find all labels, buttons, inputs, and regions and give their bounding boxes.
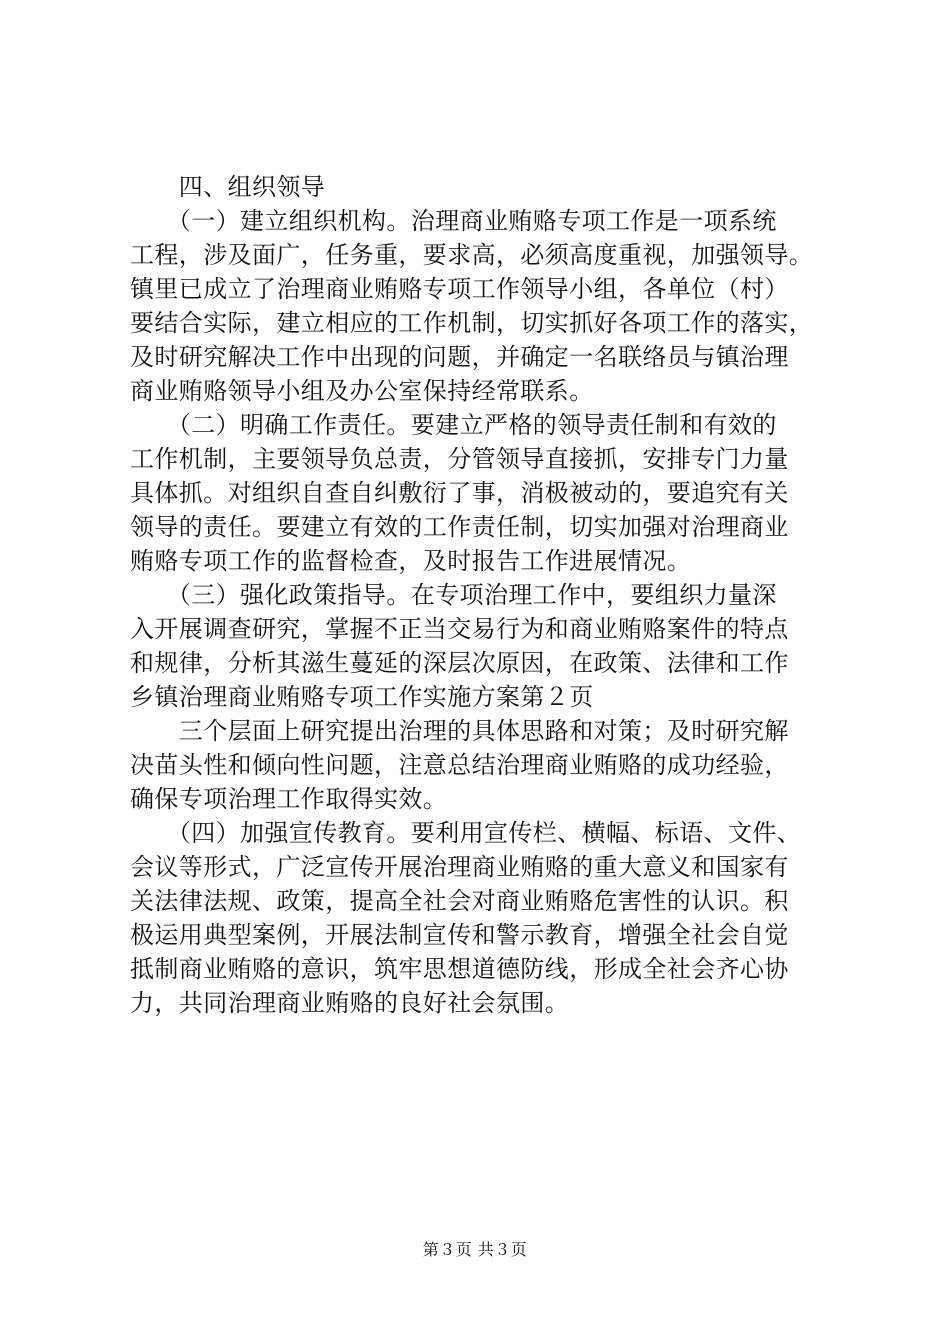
paragraph-line: 关法律法规、政策，提高全社会对商业贿赂危害性的认识。积 bbox=[130, 887, 789, 915]
paragraph-line: 决苗头性和倾向性问题，注意总结治理商业贿赂的成功经验， bbox=[130, 751, 789, 779]
paragraph-line: （一）建立组织机构。治理商业贿赂专项工作是一项系统 bbox=[130, 207, 777, 235]
paragraph-line: 具体抓。对组织自查自纠敷衍了事，消极被动的，要追究有关 bbox=[130, 479, 789, 507]
paragraph-line: 工作机制，主要领导负总责，分管领导直接抓，安排专门力量 bbox=[130, 445, 789, 473]
paragraph-line: 领导的责任。要建立有效的工作责任制，切实加强对治理商业 bbox=[130, 513, 789, 541]
paragraph-line: （二）明确工作责任。要建立严格的领导责任制和有效的 bbox=[130, 411, 777, 439]
paragraph-line: 贿赂专项工作的监督检查，及时报告工作进展情况。 bbox=[130, 547, 692, 575]
paragraph-line: 镇里已成立了治理商业贿赂专项工作领导小组，各单位（村） bbox=[130, 275, 789, 303]
paragraph-line: 极运用典型案例，开展法制宣传和警示教育，增强全社会自觉 bbox=[130, 921, 789, 949]
paragraph-line: 商业贿赂领导小组及办公室保持经常联系。 bbox=[130, 377, 594, 405]
document-body bbox=[130, 170, 840, 1020]
paragraph-line: 和规律，分析其滋生蔓延的深层次原因，在政策、法律和工作 bbox=[130, 649, 789, 677]
section-heading: 四、组织领导 bbox=[130, 173, 326, 201]
paragraph-line: 及时研究解决工作中出现的问题，并确定一名联络员与镇治理 bbox=[130, 343, 789, 371]
paragraph-line: 确保专项治理工作取得实效。 bbox=[130, 785, 448, 813]
paragraph-line: 会议等形式，广泛宣传开展治理商业贿赂的重大意义和国家有 bbox=[130, 853, 789, 881]
paragraph-line: 力，共同治理商业贿赂的良好社会氛围。 bbox=[130, 989, 570, 1017]
paragraph-line: 三个层面上研究提出治理的具体思路和对策；及时研究解 bbox=[130, 717, 789, 745]
page-footer: 第３页 共３页 bbox=[422, 1240, 528, 1259]
paragraph-line: （三）强化政策指导。在专项治理工作中，要组织力量深 bbox=[130, 581, 777, 609]
inline-page-marker: 乡镇治理商业贿赂专项工作实施方案第２页 bbox=[130, 683, 594, 711]
paragraph-line: 工程，涉及面广，任务重，要求高，必须高度重视，加强领导。 bbox=[130, 241, 814, 269]
paragraph-line: （四）加强宣传教育。要利用宣传栏、横幅、标语、文件、 bbox=[130, 819, 802, 847]
paragraph-line: 抵制商业贿赂的意识，筑牢思想道德防线，形成全社会齐心协 bbox=[130, 955, 789, 983]
paragraph-line: 入开展调查研究，掌握不正当交易行为和商业贿赂案件的特点 bbox=[130, 615, 789, 643]
paragraph-line: 要结合实际，建立相应的工作机制，切实抓好各项工作的落实， bbox=[130, 309, 814, 337]
